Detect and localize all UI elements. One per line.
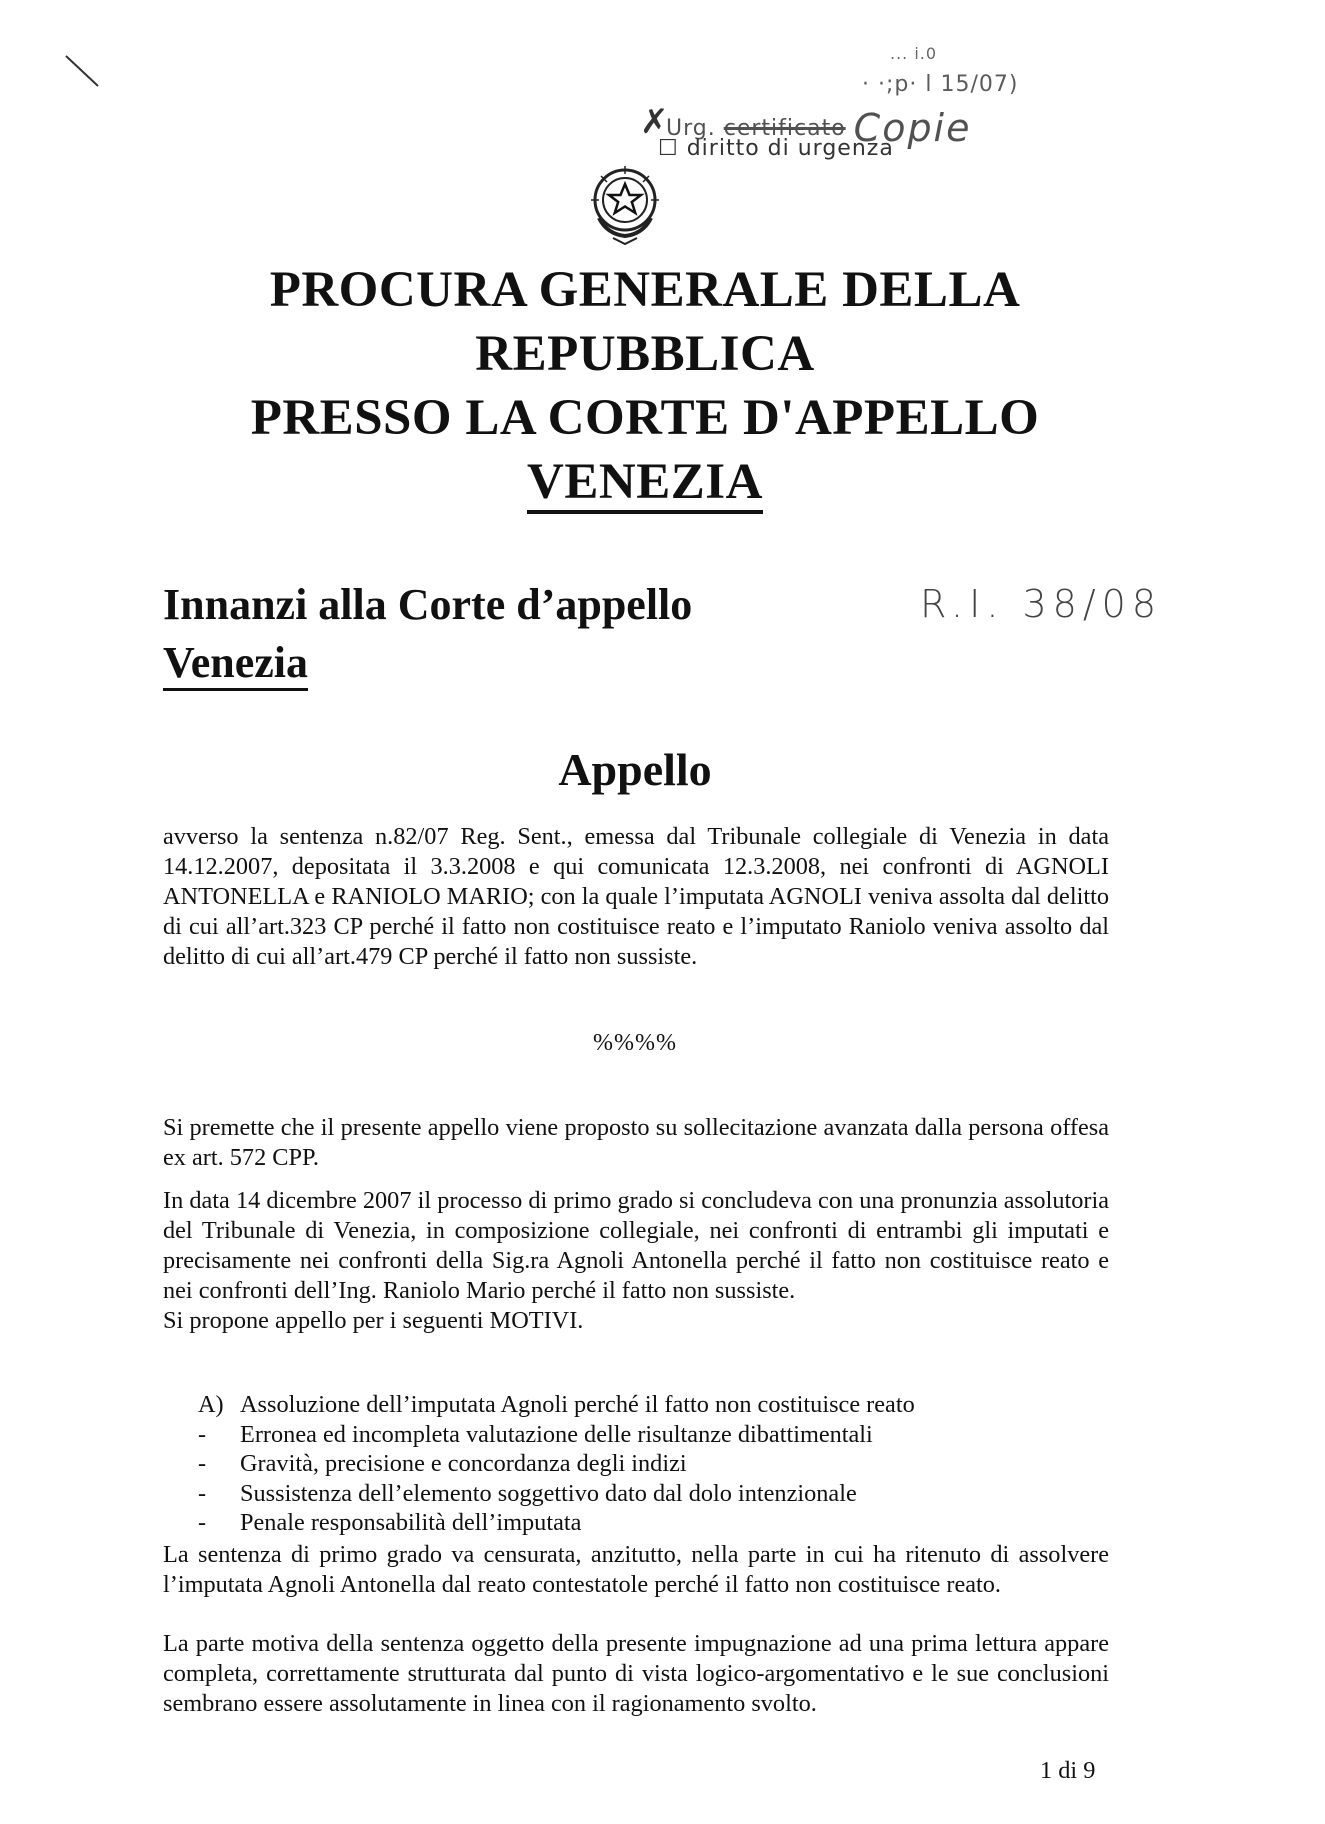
stamp-prefix: Urg. — [666, 116, 716, 141]
paragraph-reasoning: La parte motiva della sentenza oggetto della presente impugnazione ad una prima lettura appare completa, correttamente strutturata dal punto di vista logico-argomentativo e le sue conclusioni sembrano essere assolutamente in linea con il ragionamento svolto. — [163, 1630, 1109, 1717]
heading-line-3: PRESSO LA CORTE D'APPELLO — [250, 390, 1040, 446]
list-item: - Penale responsabilità dell’imputata — [198, 1509, 582, 1536]
pen-stroke-mark — [62, 52, 102, 92]
list-item: - Sussistenza dell’elemento soggettivo dato dal dolo intenzionale — [198, 1479, 857, 1507]
stamp-struck-word: certificato — [723, 116, 846, 141]
grounds-list — [198, 1390, 915, 1538]
paragraph-proceedings — [163, 1186, 1109, 1336]
handwritten-copie: Copie — [853, 106, 972, 150]
motivi-line: Si propone appello per i seguenti MOTIVI. — [163, 1307, 584, 1334]
handwritten-reference: R.I. 38/08 — [920, 582, 1163, 626]
paragraph-censure: La sentenza di primo grado va censurata, anzitutto, nella parte in cui ha ritenuto di assolvere l’imputata Agnoli Antonella dal reato contestatole perché il fatto non costituisce reato. — [163, 1541, 1109, 1598]
list-item: - Gravità, precisione e concordanza degli indizi — [198, 1450, 687, 1477]
document-title: Appello — [558, 744, 712, 795]
check-x-mark: ✗ — [640, 102, 669, 142]
court-line-1: Innanzi alla Corte d’appello — [163, 580, 693, 629]
list-item: A) Assoluzione dell’imputata Agnoli perché il fatto non costituisce reato — [198, 1391, 915, 1418]
list-item: - Erronea ed incompleta valutazione delle risultanze dibattimentali — [198, 1420, 873, 1448]
court-city: Venezia — [163, 638, 308, 691]
intro-paragraph: avverso la sentenza n.82/07 Reg. Sent., emessa dal Tribunale collegiale di Venezia in data 14.12.2007, depositata il 3.3.2008 e qui comunicata 12.3.2008, nei confronti di AGNOLI ANTONELLA e RANIOLO MARIO; con la quale l’imputata AGNOLI veniva assolta dal delitto di cui all’art.323 CP perché il fatto non costituisce reato e l’imputato Raniolo veniva assolto dal delitto di cui all’art.479 CP perché il fatto non sussiste. — [163, 823, 1109, 970]
court-heading — [163, 576, 692, 692]
paragraph-premise: Si premette che il presente appello viene proposto su sollecitazione avanzata dalla persona offesa ex art. 572 CPP. — [163, 1114, 1109, 1171]
stamp-line-4: ☐ diritto di urgenza — [658, 136, 894, 161]
stamp-line-1: ... i.0 — [890, 44, 938, 63]
office-heading — [0, 258, 1290, 514]
republic-emblem-icon — [585, 160, 665, 246]
heading-line-1: PROCURA GENERALE DELLA — [269, 262, 1021, 318]
paragraph-proceedings-text: In data 14 dicembre 2007 il processo di primo grado si concludeva con una pronunzia assolutoria del Tribunale di Venezia, in composizione collegiale, nei confronti di entrambi gli imputati e precisamente nei confronti della Sig.ra Agnoli Antonella perché il fatto non costituisce reato e nei confronti dell’Ing. Raniolo Mario perché il fatto non sussiste. — [163, 1187, 1109, 1304]
stamp-line-2: · ·;p· l 15/07) — [862, 72, 1019, 97]
heading-city: VENEZIA — [527, 454, 763, 514]
page-number: 1 di 9 — [1040, 1757, 1096, 1784]
stamp-annotations — [640, 44, 1040, 164]
section-separator: %%%% — [593, 1030, 677, 1056]
heading-line-2: REPUBBLICA — [475, 326, 815, 382]
